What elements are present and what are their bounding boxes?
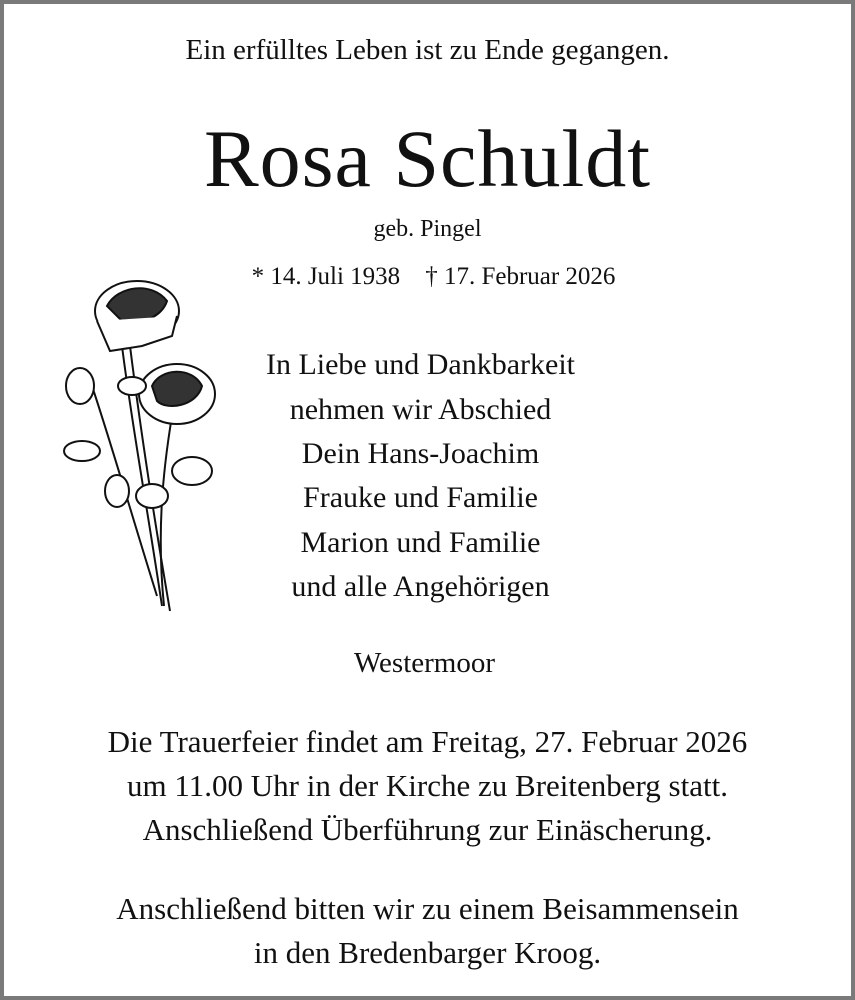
mourner-line: In Liebe und Dankbarkeit <box>265 348 576 381</box>
mourner-line: Marion und Familie <box>300 526 541 559</box>
mourner-line: Dein Hans-Joachim <box>301 437 540 470</box>
gathering-line: in den Bredenbarger Kroog. <box>253 935 602 970</box>
intro-line: Ein erfülltes Leben ist zu Ende gegangen. <box>185 34 670 66</box>
mourner-line: und alle Angehörigen <box>291 570 550 603</box>
mourner-line: Frauke und Familie <box>303 481 538 514</box>
maiden-name: geb. Pingel <box>373 216 482 242</box>
mourner-line: nehmen wir Abschied <box>289 393 552 426</box>
death-date: † 17. Februar 2026 <box>425 263 616 290</box>
funeral-line: Die Trauerfeier findet am Freitag, 27. Februar 2026 <box>107 724 748 759</box>
birth-date: * 14. Juli 1938 <box>251 263 401 290</box>
funeral-line: Anschließend Überführung zur Einäscherung. <box>142 812 713 847</box>
deceased-name: Rosa Schuldt <box>203 113 652 204</box>
place: Westermoor <box>353 647 495 679</box>
funeral-line: um 11.00 Uhr in der Kirche zu Breitenberg statt. <box>127 768 728 803</box>
gathering-line: Anschließend bitten wir zu einem Beisammensein <box>116 891 739 926</box>
